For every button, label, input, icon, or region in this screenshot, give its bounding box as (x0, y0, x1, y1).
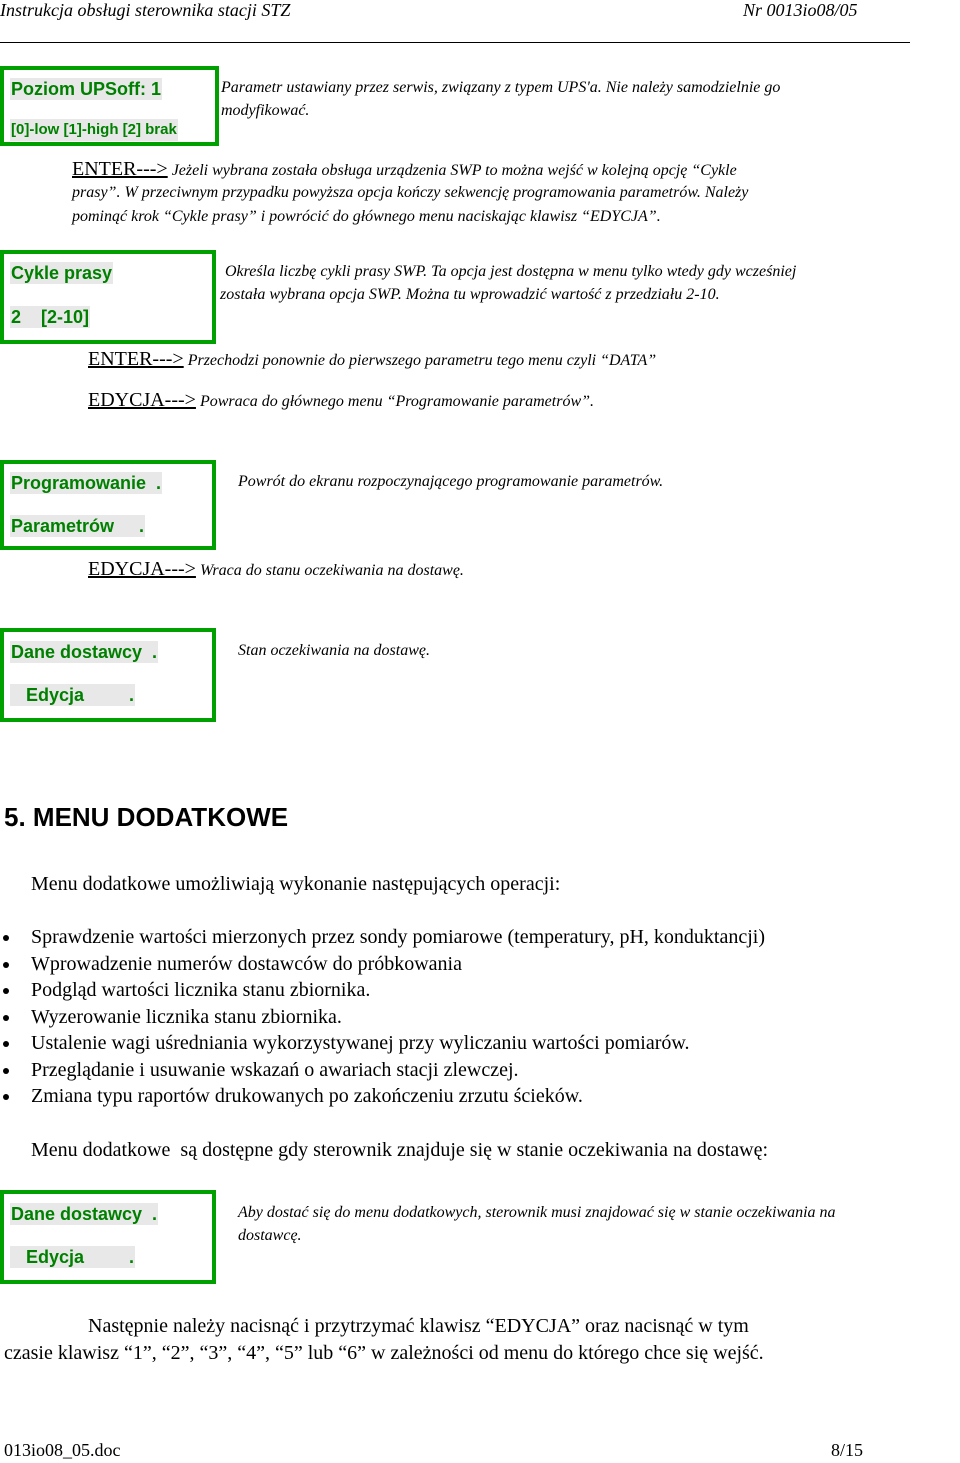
list-item: Wprowadzenie numerów dostawców do próbkowania (0, 951, 765, 978)
lcd-line-2: Parametrów . (11, 516, 145, 536)
enter-key-label: ENTER---> (88, 348, 184, 370)
lcd-line-1: Dane dostawcy . (11, 1204, 158, 1224)
ups-description-line-2: modyfikować. (221, 102, 310, 119)
enter-key-label: ENTER---> (72, 158, 168, 180)
list-item: Ustalenie wagi uśredniania wykorzystywanej przy wyliczaniu wartości pomiarów. (0, 1030, 765, 1057)
dane-dostawcy-description: Stan oczekiwania na dostawę. (238, 642, 430, 659)
list-item: Przeglądanie i usuwanie wskazań o awariach stacji zlewczej. (0, 1057, 765, 1084)
section-intro: Menu dodatkowe umożliwiają wykonanie następujących operacji: (31, 873, 561, 895)
lcd-display-dane-dostawcy-2 (0, 1190, 216, 1284)
lcd-line-2: Edycja . (11, 685, 135, 705)
menu-access-description-line-1: Aby dostać się do menu dodatkowych, sterownik musi znajdować się w stanie oczekiwania na (238, 1204, 836, 1221)
enter-action-text: Przechodzi ponownie do pierwszego parametru tego menu czyli “DATA” (187, 352, 657, 369)
enter-note-line-1 (72, 158, 737, 181)
enter-note-text-1: Jeżeli wybrana została obsługa urządzenia SWP to można wejść w kolejną opcję “Cykle (171, 162, 737, 179)
lcd-line-2: 2 [2-10] (11, 307, 90, 327)
availability-text: Menu dodatkowe są dostępne gdy sterownik znajduje się w stanie oczekiwania na dostawę: (31, 1139, 769, 1161)
section-title: 5. MENU DODATKOWE (4, 802, 289, 832)
final-paragraph-line-2: czasie klawisz “1”, “2”, “3”, “4”, “5” lub “6” w zależności od menu do którego chce się wejść. (4, 1342, 764, 1364)
enter-note-line-3: pominąć krok “Cykle prasy” i powrócić do głównego menu naciskając klawisz “EDYCJA”. (72, 208, 661, 225)
header-doc-number: Nr 0013io08/05 (743, 0, 858, 20)
list-item: Sprawdzenie wartości mierzonych przez sondy pomiarowe (temperatury, pH, konduktancji) (0, 924, 765, 951)
edycja-action-line (88, 558, 464, 581)
menu-access-description-line-2: dostawcę. (238, 1227, 302, 1244)
edycja-action-line (88, 389, 594, 412)
lcd-display-cykle (0, 250, 216, 344)
programowanie-description: Powrót do ekranu rozpoczynającego programowanie parametrów. (238, 473, 664, 490)
cykle-description-line-1: Określa liczbę cykli prasy SWP. Ta opcja jest dostępna w menu tylko wtedy gdy wcześniej (225, 263, 797, 280)
lcd-line-2: [0]-low [1]-high [2] brak (10, 119, 178, 141)
enter-note-line-2: prasy”. W przeciwnym przypadku powyższa opcja kończy sekwencję programowania parametrów. Należy (72, 184, 749, 201)
cykle-description-line-2: została wybrana opcja SWP. Można tu wprowadzić wartość z przedziału 2-10. (220, 286, 720, 303)
lcd-display-programowanie (0, 460, 216, 550)
lcd-display-ups (0, 66, 219, 146)
header-divider (0, 42, 910, 43)
lcd-line-1: Poziom UPSoff: 1 (11, 79, 162, 99)
list-item: Wyzerowanie licznika stanu zbiornika. (0, 1004, 765, 1031)
list-item: Podgląd wartości licznika stanu zbiornika. (0, 977, 765, 1004)
footer-filename: 013io08_05.doc (4, 1440, 121, 1460)
header-title: Instrukcja obsługi sterownika stacji STZ (0, 0, 291, 20)
final-paragraph-line-1: Następnie należy nacisnąć i przytrzymać klawisz “EDYCJA” oraz nacisnąć w tym (88, 1315, 749, 1337)
lcd-display-dane-dostawcy (0, 628, 216, 722)
edycja-key-label: EDYCJA---> (88, 389, 196, 411)
footer-page-number: 8/15 (831, 1440, 864, 1460)
lcd-line-1: Dane dostawcy . (11, 642, 158, 662)
lcd-line-1: Programowanie . (11, 473, 162, 493)
enter-action-line (88, 348, 656, 371)
lcd-line-1: Cykle prasy (11, 263, 113, 283)
edycja-action-text: Wraca do stanu oczekiwania na dostawę. (199, 562, 464, 579)
list-item: Zmiana typu raportów drukowanych po zakończeniu zrzutu ścieków. (0, 1083, 765, 1110)
edycja-key-label: EDYCJA---> (88, 558, 196, 580)
ups-description-line-1: Parametr ustawiany przez serwis, związany z typem UPS'a. Nie należy samodzielnie go (221, 79, 781, 96)
edycja-action-text: Powraca do głównego menu “Programowanie parametrów”. (199, 393, 595, 410)
lcd-line-2: Edycja . (11, 1247, 135, 1267)
